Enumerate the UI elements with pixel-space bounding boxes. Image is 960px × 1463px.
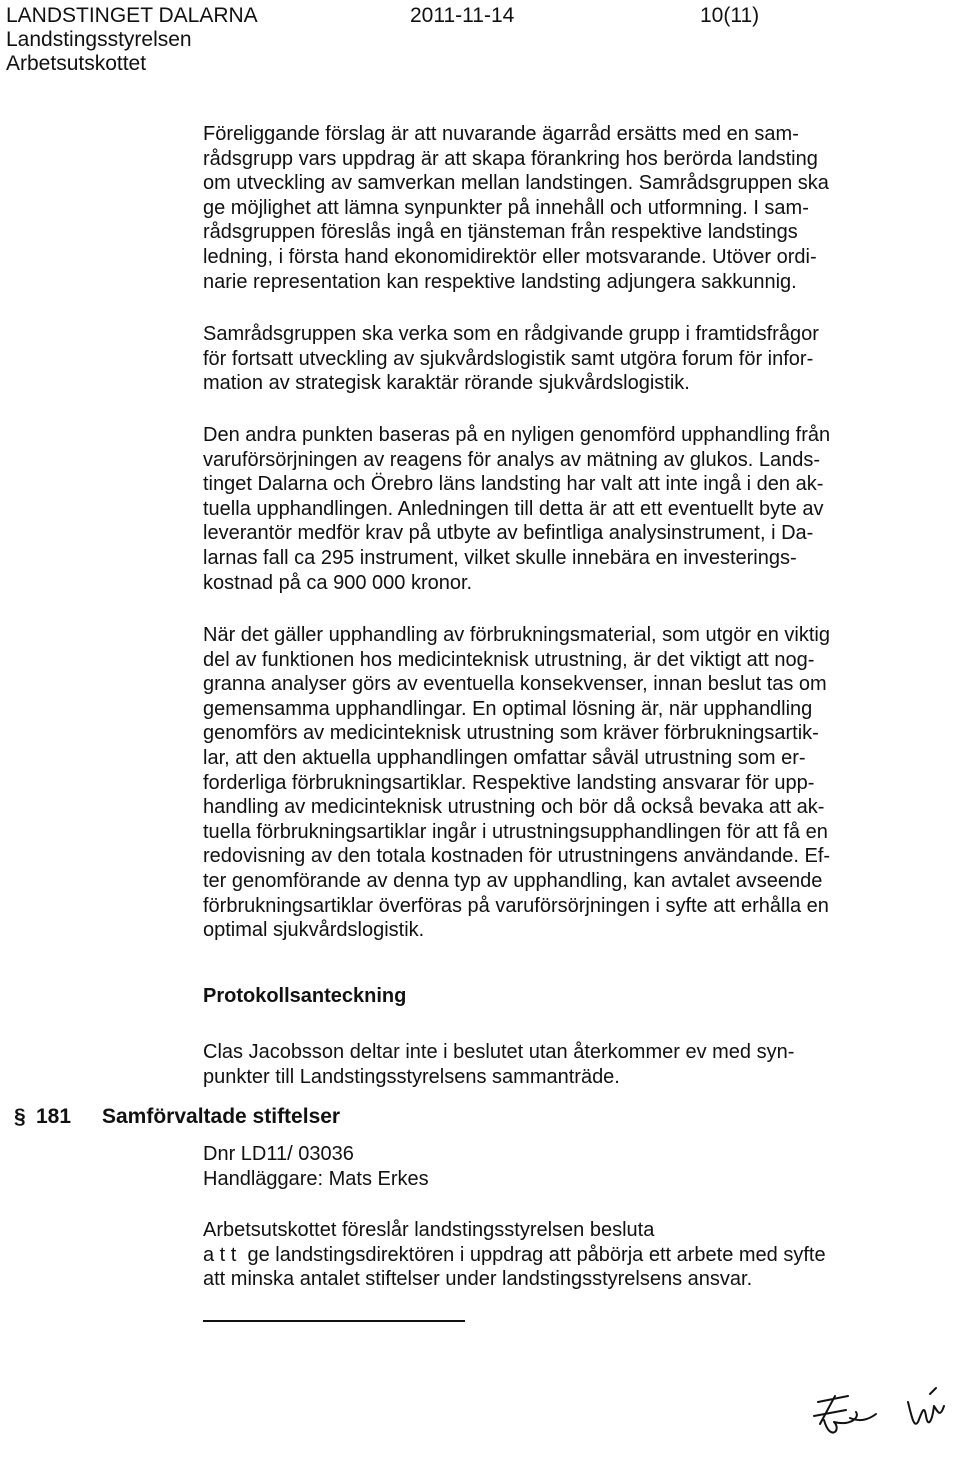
paragraph-advisory-group (203, 322, 903, 396)
text-line: tuella förbrukningsartiklar ingår i utrustningsupphandlingen för att få en (203, 820, 828, 843)
text-line: forderliga förbrukningsartiklar. Respektive landsting ansvarar för upp- (203, 771, 815, 794)
text-line: ter genomförande av denna typ av upphandling, kan avtalet avseende (203, 869, 823, 892)
paragraph-glucose-procurement (203, 423, 903, 595)
text-line: genomförs av medicinteknisk utrustning som kräver förbrukningsartik- (203, 722, 819, 745)
protocol-note-text (203, 1040, 903, 1089)
text-line: Föreliggande förslag är att nuvarande ägarråd ersätts med en sam- (203, 123, 799, 145)
committee-name: Arbetsutskottet (6, 52, 147, 75)
proposal-text (203, 1218, 903, 1292)
divider-line (203, 1320, 465, 1322)
text-line: gemensamma upphandlingar. En optimal lösning är, när upphandling (203, 697, 813, 720)
text-line: ge möjlighet att lämna synpunkter på innehåll och utformning. I sam- (203, 196, 809, 219)
text-line: mation av strategisk karaktär rörande sjukvårdslogistik. (203, 372, 690, 395)
text-line: handling av medicinteknisk utrustning och bör då också bevaka att ak- (203, 796, 825, 819)
text-line: Samrådsgruppen ska verka som en rådgivande grupp i framtidsfrågor (203, 323, 819, 345)
text-line: om utveckling av samverkan mellan landstingen. Samrådsgruppen ska (203, 172, 829, 195)
section-title: Samförvaltade stiftelser (102, 1105, 341, 1128)
text-line: lar, att den aktuella upphandlingen omfattar såväl utrustning som er- (203, 746, 806, 769)
text-line: leverantör medför krav på utbyte av befintliga analysinstrument, i Da- (203, 522, 814, 545)
text-line: punkter till Landstingsstyrelsens sammanträde. (203, 1065, 620, 1088)
text-line: Den andra punkten baseras på en nyligen genomförd upphandling från (203, 424, 831, 446)
page-number: 10(11) (700, 4, 760, 27)
text-line: tuella upphandlingen. Anledningen till detta är att ett eventuellt byte av (203, 497, 824, 520)
text-line: rådsgrupp vars uppdrag är att skapa förankring hos berörda landsting (203, 147, 818, 170)
case-number: Dnr LD11/ 03036 (203, 1143, 354, 1165)
section-number: 181 (36, 1105, 72, 1128)
text-line: granna analyser görs av eventuella konsekvenser, innan beslut tas om (203, 673, 827, 696)
board-name: Landstingsstyrelsen (6, 28, 192, 51)
text-line: kostnad på ca 900 000 kronor. (203, 571, 473, 594)
paragraph-consumables (203, 623, 903, 943)
case-handler: Handläggare: Mats Erkes (203, 1167, 429, 1190)
text-line: tinget Dalarna och Örebro läns landsting har valt att inte ingå i den ak- (203, 473, 824, 496)
text-line: Arbetsutskottet föreslår landstingsstyrelsen besluta (203, 1219, 655, 1241)
text-line: optimal sjukvårdslogistik. (203, 919, 425, 942)
text-line: redovisning av den totala kostnaden för utrustningens användande. Ef- (203, 845, 831, 868)
text-line: varuförsörjningen av reagens för analys av mätning av glukos. Lands- (203, 448, 821, 471)
case-details (203, 1142, 903, 1191)
text-line: förbrukningsartiklar överföras på varuförsörjningen i syfte att erhålla en (203, 894, 829, 917)
handwritten-initials (790, 1382, 960, 1452)
text-line: för fortsatt utveckling av sjukvårdslogistik samt utgöra forum för infor- (203, 347, 814, 370)
text-line: del av funktionen hos medicinteknisk utrustning, är det viktigt att nog- (203, 648, 815, 671)
document-date: 2011-11-14 (410, 4, 515, 27)
text-line: att minska antalet stiftelser under landstingsstyrelsens ansvar. (203, 1268, 753, 1291)
text-line: a t t ge landstingsdirektören i uppdrag att påbörja ett arbete med syfte (203, 1243, 826, 1266)
text-line: Clas Jacobsson deltar inte i beslutet utan återkommer ev med syn- (203, 1041, 795, 1063)
text-line: ledning, i första hand ekonomidirektör eller motsvarande. Utöver ordi- (203, 245, 817, 268)
text-line: När det gäller upphandling av förbrukningsmaterial, som utgör en viktig (203, 624, 831, 646)
text-line: narie representation kan respektive landsting adjungera sakkunnig. (203, 270, 797, 293)
paragraph-samradsgrupp (203, 122, 903, 294)
text-line: rådsgruppen föreslås ingå en tjänsteman från respektive landstings (203, 221, 798, 244)
organization-name: LANDSTINGET DALARNA (6, 4, 258, 27)
section-symbol: § (14, 1105, 26, 1128)
section-heading (14, 1105, 340, 1129)
protocol-note-heading: Protokollsanteckning (203, 985, 407, 1007)
text-line: larnas fall ca 295 instrument, vilket skulle innebära en investerings- (203, 546, 797, 569)
